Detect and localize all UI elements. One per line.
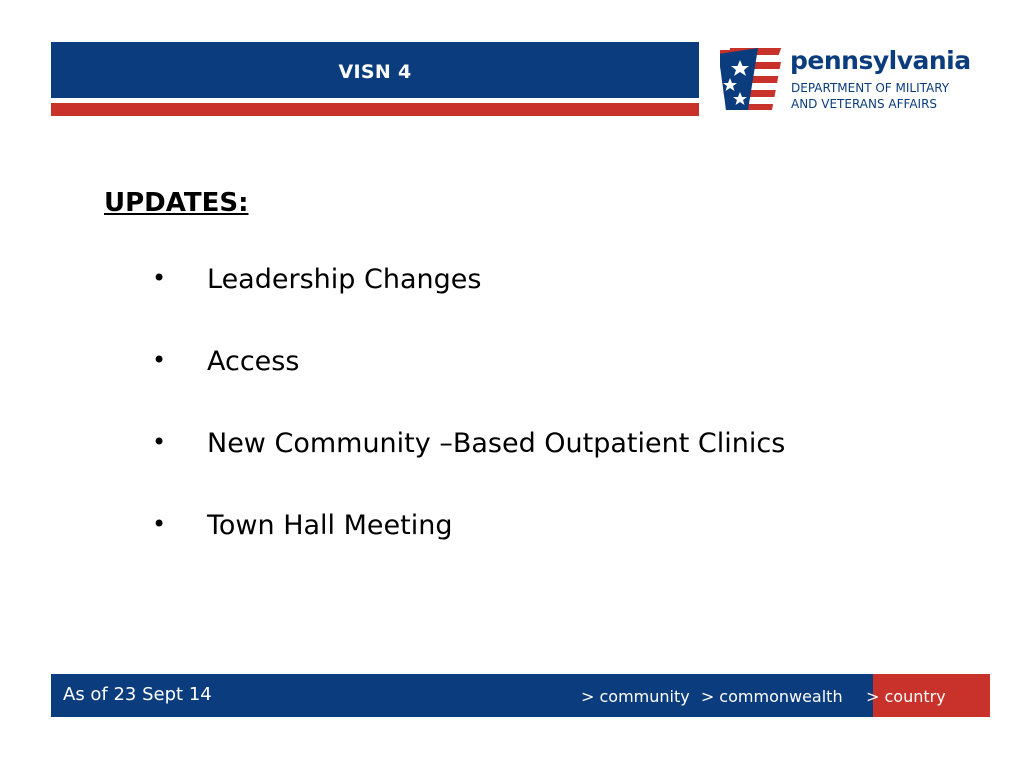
logo-wordmark: pennsylvania: [790, 46, 971, 75]
footer-date: As of 23 Sept 14: [63, 684, 212, 705]
bullet-text: New Community –Based Outpatient Clinics: [207, 428, 786, 459]
header-red-stripe: [51, 103, 699, 116]
bullet-text: Leadership Changes: [207, 264, 482, 295]
bullet-icon: •: [152, 346, 167, 374]
section-heading: UPDATES:: [104, 188, 249, 218]
logo-dept-line1: DEPARTMENT OF MILITARY: [791, 81, 950, 95]
bullet-icon: •: [152, 510, 167, 538]
header-bar: [51, 42, 699, 98]
keystone-flag-icon: [718, 44, 784, 112]
logo-dept-line2: AND VETERANS AFFAIRS: [791, 97, 938, 111]
bullet-text: Town Hall Meeting: [207, 510, 453, 541]
slide-title: VISN 4: [338, 61, 412, 83]
bullet-icon: •: [152, 264, 167, 292]
footer-tagline: [581, 687, 849, 706]
footer-tag-commonwealth: > commonwealth: [700, 687, 843, 706]
bullet-icon: •: [152, 428, 167, 456]
bullet-text: Access: [207, 346, 300, 377]
footer-tag-country: > country: [866, 687, 946, 706]
pa-dmva-logo: [718, 44, 983, 114]
footer-tag-community: > community: [581, 687, 690, 706]
